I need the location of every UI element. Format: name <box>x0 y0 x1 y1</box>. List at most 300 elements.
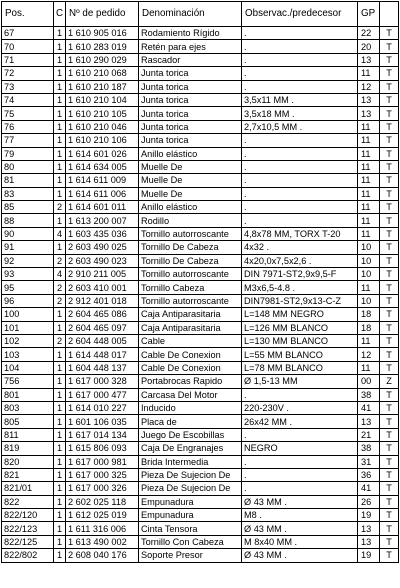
cell-t: T <box>380 294 399 307</box>
cell-pos: 75 <box>2 107 54 120</box>
cell-order-number: 2 604 465 097 <box>66 321 139 334</box>
cell-denomination: Inducido <box>139 401 242 414</box>
cell-quantity: 2 <box>54 281 66 294</box>
cell-pos: 822/120 <box>2 509 54 522</box>
cell-denomination: Tornillo autorroscante <box>139 294 242 307</box>
cell-denomination: Junta torica <box>139 120 242 133</box>
cell-quantity: 2 <box>54 334 66 347</box>
cell-observation: . <box>242 468 358 481</box>
cell-order-number: 1 612 025 019 <box>66 509 139 522</box>
cell-gp: 11 <box>358 120 380 133</box>
cell-t: T <box>380 415 399 428</box>
cell-denomination: Tornillo autorroscante <box>139 227 242 240</box>
cell-observation: . <box>242 27 358 40</box>
cell-order-number: 2 912 401 018 <box>66 294 139 307</box>
cell-gp: 00 <box>358 375 380 388</box>
cell-pos: 77 <box>2 134 54 147</box>
cell-observation: 26x42 MM . <box>242 415 358 428</box>
cell-observation: . <box>242 80 358 93</box>
cell-order-number: 1 610 210 068 <box>66 67 139 80</box>
cell-gp: 11 <box>358 281 380 294</box>
cell-denomination: Tornillo autorroscante <box>139 268 242 281</box>
cell-gp: 10 <box>358 254 380 267</box>
cell-t: T <box>380 40 399 53</box>
cell-order-number: 2 910 211 005 <box>66 268 139 281</box>
table-row <box>2 27 399 40</box>
cell-observation: DIN7981-ST2,9x13-C-Z <box>242 294 358 307</box>
table-row <box>2 120 399 133</box>
table-row <box>2 281 399 294</box>
cell-order-number: 1 601 106 035 <box>66 415 139 428</box>
cell-observation: L=130 MM BLANCO <box>242 334 358 347</box>
cell-observation: M3x6,5-4.8 . <box>242 281 358 294</box>
cell-t: T <box>380 53 399 66</box>
cell-t: T <box>380 321 399 334</box>
cell-t: T <box>380 187 399 200</box>
cell-observation: 2,7x10,5 MM . <box>242 120 358 133</box>
cell-order-number: 1 617 000 477 <box>66 388 139 401</box>
cell-quantity: 1 <box>54 241 66 254</box>
cell-observation: Ø 43 MM . <box>242 549 358 562</box>
table-row <box>2 482 399 495</box>
cell-denomination: Rodillo <box>139 214 242 227</box>
cell-t: T <box>380 535 399 548</box>
cell-quantity: 1 <box>54 455 66 468</box>
cell-observation: . <box>242 455 358 468</box>
cell-quantity: 1 <box>54 509 66 522</box>
cell-order-number: 1 617 014 134 <box>66 428 139 441</box>
cell-denomination: Muelle De <box>139 174 242 187</box>
cell-observation: DIN 7971-ST2,9x9,5-F <box>242 268 358 281</box>
cell-gp: 19 <box>358 549 380 562</box>
cell-pos: 67 <box>2 27 54 40</box>
cell-pos: 74 <box>2 93 54 106</box>
cell-quantity: 1 <box>54 535 66 548</box>
cell-order-number: 2 603 490 025 <box>66 241 139 254</box>
header-observac: Observac./predecesor <box>242 2 358 27</box>
cell-t: T <box>380 241 399 254</box>
table-row <box>2 241 399 254</box>
cell-t: T <box>380 134 399 147</box>
cell-observation: . <box>242 214 358 227</box>
table-row <box>2 80 399 93</box>
cell-denomination: Pieza De Sujecion De <box>139 468 242 481</box>
cell-order-number: 1 610 290 029 <box>66 53 139 66</box>
table-row <box>2 134 399 147</box>
cell-observation: . <box>242 428 358 441</box>
cell-pos: 83 <box>2 187 54 200</box>
cell-quantity: 1 <box>54 361 66 374</box>
table-row <box>2 388 399 401</box>
cell-order-number: 1 611 316 006 <box>66 522 139 535</box>
cell-t: T <box>380 67 399 80</box>
cell-order-number: 1 615 806 093 <box>66 442 139 455</box>
cell-gp: 11 <box>358 214 380 227</box>
cell-denomination: Rodamiento Rígido <box>139 27 242 40</box>
cell-pos: 85 <box>2 201 54 214</box>
cell-denomination: Juego De Escobillas <box>139 428 242 441</box>
cell-pos: 72 <box>2 67 54 80</box>
cell-quantity: 1 <box>54 160 66 173</box>
table-row <box>2 107 399 120</box>
cell-denomination: Anillo elástico <box>139 147 242 160</box>
cell-observation: . <box>242 53 358 66</box>
table-row <box>2 442 399 455</box>
cell-denomination: Retén para ejes <box>139 40 242 53</box>
table-row <box>2 160 399 173</box>
cell-observation: 4,8x78 MM, TORX T-20 <box>242 227 358 240</box>
cell-denomination: Empunadura <box>139 509 242 522</box>
cell-quantity: 1 <box>54 468 66 481</box>
cell-order-number: 1 613 490 002 <box>66 535 139 548</box>
cell-pos: 803 <box>2 401 54 414</box>
header-pos: Pos. <box>2 2 54 27</box>
cell-gp: 11 <box>358 361 380 374</box>
cell-observation: NEGRO <box>242 442 358 455</box>
cell-quantity: 1 <box>54 415 66 428</box>
table-row <box>2 535 399 548</box>
cell-gp: 12 <box>358 80 380 93</box>
cell-gp: 11 <box>358 160 380 173</box>
table-row <box>2 187 399 200</box>
cell-order-number: 1 617 000 981 <box>66 455 139 468</box>
cell-gp: 11 <box>358 67 380 80</box>
cell-observation: 4x32 . <box>242 241 358 254</box>
table-row <box>2 348 399 361</box>
cell-gp: 11 <box>358 227 380 240</box>
cell-pos: 100 <box>2 308 54 321</box>
cell-t: T <box>380 254 399 267</box>
table-row <box>2 254 399 267</box>
table-row <box>2 401 399 414</box>
table-row <box>2 415 399 428</box>
cell-gp: 13 <box>358 93 380 106</box>
header-c: C <box>54 2 66 27</box>
cell-denomination: Pieza De Sujecion De <box>139 482 242 495</box>
cell-denomination: Junta torica <box>139 134 242 147</box>
header-gp: GP <box>358 2 380 27</box>
cell-quantity: 1 <box>54 134 66 147</box>
cell-pos: 822 <box>2 495 54 508</box>
cell-gp: 26 <box>358 495 380 508</box>
cell-quantity: 1 <box>54 214 66 227</box>
cell-denomination: Junta torica <box>139 67 242 80</box>
cell-pos: 104 <box>2 361 54 374</box>
cell-denomination: Cable De Conexion <box>139 348 242 361</box>
cell-t: T <box>380 227 399 240</box>
cell-observation: Ø 1,5-13 MM <box>242 375 358 388</box>
cell-order-number: 1 603 435 036 <box>66 227 139 240</box>
cell-t: T <box>380 147 399 160</box>
cell-gp: 13 <box>358 107 380 120</box>
header-t <box>380 2 399 27</box>
cell-quantity: 1 <box>54 27 66 40</box>
cell-gp: 10 <box>358 268 380 281</box>
cell-quantity: 4 <box>54 227 66 240</box>
cell-t: T <box>380 281 399 294</box>
cell-quantity: 1 <box>54 107 66 120</box>
cell-pos: 821/01 <box>2 482 54 495</box>
cell-gp: 13 <box>358 53 380 66</box>
cell-denomination: Placa de <box>139 415 242 428</box>
cell-denomination: Cable <box>139 334 242 347</box>
cell-gp: 36 <box>358 468 380 481</box>
cell-gp: 13 <box>358 535 380 548</box>
cell-observation: L=126 MM BLANCO <box>242 321 358 334</box>
cell-t: T <box>380 174 399 187</box>
cell-gp: 38 <box>358 388 380 401</box>
cell-pos: 821 <box>2 468 54 481</box>
cell-t: T <box>380 549 399 562</box>
cell-order-number: 1 613 200 007 <box>66 214 139 227</box>
table-row <box>2 308 399 321</box>
cell-t: T <box>380 120 399 133</box>
cell-gp: 11 <box>358 147 380 160</box>
cell-observation: 3,5x11 MM . <box>242 93 358 106</box>
cell-observation: . <box>242 160 358 173</box>
cell-pos: 95 <box>2 281 54 294</box>
cell-quantity: 1 <box>54 428 66 441</box>
table-row <box>2 321 399 334</box>
table-row <box>2 428 399 441</box>
cell-pos: 79 <box>2 147 54 160</box>
cell-gp: 11 <box>358 174 380 187</box>
table-row <box>2 509 399 522</box>
cell-observation: L=55 MM BLANCO <box>242 348 358 361</box>
cell-observation: 220-230V . <box>242 401 358 414</box>
cell-quantity: 2 <box>54 294 66 307</box>
cell-gp: 21 <box>358 428 380 441</box>
cell-observation: . <box>242 201 358 214</box>
cell-denomination: Rascador <box>139 53 242 66</box>
parts-table <box>1 1 399 563</box>
cell-quantity: 1 <box>54 120 66 133</box>
cell-order-number: 1 614 601 011 <box>66 201 139 214</box>
cell-observation: L=78 MM BLANCO <box>242 361 358 374</box>
cell-t: T <box>380 442 399 455</box>
table-body <box>2 27 399 563</box>
cell-quantity: 1 <box>54 53 66 66</box>
cell-observation: Ø 43 MM . <box>242 522 358 535</box>
cell-observation: L=148 MM NEGRO <box>242 308 358 321</box>
cell-t: T <box>380 388 399 401</box>
cell-order-number: 1 610 210 187 <box>66 80 139 93</box>
cell-denomination: Caja Antiparasitaria <box>139 308 242 321</box>
cell-gp: 41 <box>358 401 380 414</box>
cell-t: T <box>380 268 399 281</box>
cell-quantity: 4 <box>54 268 66 281</box>
cell-denomination: Muelle De <box>139 187 242 200</box>
cell-gp: 22 <box>358 27 380 40</box>
cell-order-number: 2 603 410 001 <box>66 281 139 294</box>
cell-gp: 18 <box>358 321 380 334</box>
cell-t: T <box>380 27 399 40</box>
table-row <box>2 268 399 281</box>
cell-observation: M 8x40 MM . <box>242 535 358 548</box>
cell-quantity: 1 <box>54 522 66 535</box>
cell-t: T <box>380 361 399 374</box>
cell-gp: 10 <box>358 294 380 307</box>
header-pedido: Nº de pedido <box>66 2 139 27</box>
cell-pos: 819 <box>2 442 54 455</box>
cell-pos: 822/802 <box>2 549 54 562</box>
cell-quantity: 1 <box>54 80 66 93</box>
cell-observation: M8 . <box>242 509 358 522</box>
cell-order-number: 1 610 905 016 <box>66 27 139 40</box>
cell-t: T <box>380 107 399 120</box>
cell-quantity: 1 <box>54 67 66 80</box>
cell-gp: 41 <box>358 482 380 495</box>
cell-denomination: Carcasa Del Motor <box>139 388 242 401</box>
table-row <box>2 468 399 481</box>
cell-t: T <box>380 468 399 481</box>
header-denominacion: Denominación <box>139 2 242 27</box>
cell-pos: 102 <box>2 334 54 347</box>
cell-gp: 12 <box>358 348 380 361</box>
cell-gp: 19 <box>358 509 380 522</box>
table-row <box>2 455 399 468</box>
cell-observation: 3,5x18 MM . <box>242 107 358 120</box>
cell-observation: . <box>242 482 358 495</box>
cell-order-number: 2 604 465 086 <box>66 308 139 321</box>
cell-pos: 756 <box>2 375 54 388</box>
cell-denomination: Soporte Presor <box>139 549 242 562</box>
cell-pos: 822/123 <box>2 522 54 535</box>
cell-denomination: Caja De Engranajes <box>139 442 242 455</box>
cell-t: T <box>380 522 399 535</box>
cell-quantity: 1 <box>54 401 66 414</box>
table-row <box>2 495 399 508</box>
cell-observation: 4x20,0x7,5x2,6 . <box>242 254 358 267</box>
cell-denomination: Caja Antiparasitaria <box>139 321 242 334</box>
cell-order-number: 1 610 210 104 <box>66 93 139 106</box>
cell-quantity: 1 <box>54 187 66 200</box>
cell-order-number: 2 604 448 005 <box>66 334 139 347</box>
cell-t: T <box>380 160 399 173</box>
cell-pos: 96 <box>2 294 54 307</box>
cell-observation: . <box>242 147 358 160</box>
cell-denomination: Cable De Conexion <box>139 361 242 374</box>
cell-pos: 76 <box>2 120 54 133</box>
cell-pos: 820 <box>2 455 54 468</box>
cell-t: T <box>380 348 399 361</box>
cell-t: T <box>380 201 399 214</box>
table-row <box>2 214 399 227</box>
cell-quantity: 1 <box>54 93 66 106</box>
cell-denomination: Tornillo De Cabeza <box>139 254 242 267</box>
cell-order-number: 1 617 000 328 <box>66 375 139 388</box>
table-row <box>2 294 399 307</box>
cell-order-number: 1 617 000 326 <box>66 482 139 495</box>
cell-gp: 10 <box>358 241 380 254</box>
cell-pos: 90 <box>2 227 54 240</box>
cell-denomination: Portabrocas Rapido <box>139 375 242 388</box>
cell-order-number: 1 617 000 325 <box>66 468 139 481</box>
cell-pos: 73 <box>2 80 54 93</box>
cell-t: T <box>380 428 399 441</box>
cell-quantity: 2 <box>54 254 66 267</box>
cell-quantity: 1 <box>54 549 66 562</box>
cell-observation: . <box>242 67 358 80</box>
cell-order-number: 1 614 010 227 <box>66 401 139 414</box>
cell-quantity: 1 <box>54 348 66 361</box>
cell-gp: 11 <box>358 334 380 347</box>
cell-gp: 31 <box>358 455 380 468</box>
cell-order-number: 1 610 210 105 <box>66 107 139 120</box>
cell-observation: . <box>242 134 358 147</box>
cell-denomination: Junta torica <box>139 107 242 120</box>
cell-gp: 11 <box>358 187 380 200</box>
cell-denomination: Cinta Tensora <box>139 522 242 535</box>
table-row <box>2 227 399 240</box>
cell-pos: 80 <box>2 160 54 173</box>
cell-observation: . <box>242 40 358 53</box>
cell-denomination: Junta torica <box>139 80 242 93</box>
cell-pos: 103 <box>2 348 54 361</box>
cell-pos: 71 <box>2 53 54 66</box>
table-header <box>2 2 399 27</box>
cell-pos: 81 <box>2 174 54 187</box>
cell-t: T <box>380 308 399 321</box>
cell-t: T <box>380 509 399 522</box>
cell-quantity: 1 <box>54 495 66 508</box>
cell-pos: 822/125 <box>2 535 54 548</box>
table-row <box>2 361 399 374</box>
cell-pos: 88 <box>2 214 54 227</box>
cell-t: T <box>380 334 399 347</box>
cell-observation: . <box>242 388 358 401</box>
cell-t: T <box>380 93 399 106</box>
cell-observation: . <box>242 187 358 200</box>
table-row <box>2 147 399 160</box>
cell-denomination: Tornillo De Cabeza <box>139 241 242 254</box>
cell-denomination: Muelle De <box>139 160 242 173</box>
cell-quantity: 1 <box>54 375 66 388</box>
cell-quantity: 1 <box>54 308 66 321</box>
table-row <box>2 334 399 347</box>
cell-pos: 811 <box>2 428 54 441</box>
cell-t: T <box>380 401 399 414</box>
cell-denomination: Tornillo Con Cabeza <box>139 535 242 548</box>
table-row <box>2 174 399 187</box>
cell-order-number: 1 614 448 017 <box>66 348 139 361</box>
table-row <box>2 93 399 106</box>
cell-quantity: 1 <box>54 442 66 455</box>
cell-order-number: 1 610 210 046 <box>66 120 139 133</box>
cell-quantity: 1 <box>54 174 66 187</box>
table-row <box>2 549 399 562</box>
cell-order-number: 2 602 025 118 <box>66 495 139 508</box>
cell-quantity: 1 <box>54 482 66 495</box>
cell-quantity: 1 <box>54 147 66 160</box>
table-row <box>2 522 399 535</box>
cell-pos: 93 <box>2 268 54 281</box>
cell-order-number: 1 610 283 019 <box>66 40 139 53</box>
cell-denomination: Empunadura <box>139 495 242 508</box>
cell-gp: 11 <box>358 134 380 147</box>
cell-quantity: 1 <box>54 388 66 401</box>
cell-order-number: 1 614 634 005 <box>66 160 139 173</box>
cell-t: T <box>380 482 399 495</box>
cell-pos: 91 <box>2 241 54 254</box>
table-row <box>2 375 399 388</box>
cell-order-number: 2 608 040 176 <box>66 549 139 562</box>
cell-observation: . <box>242 174 358 187</box>
cell-gp: 13 <box>358 415 380 428</box>
cell-pos: 805 <box>2 415 54 428</box>
cell-gp: 20 <box>358 40 380 53</box>
cell-observation: Ø 43 MM . <box>242 495 358 508</box>
